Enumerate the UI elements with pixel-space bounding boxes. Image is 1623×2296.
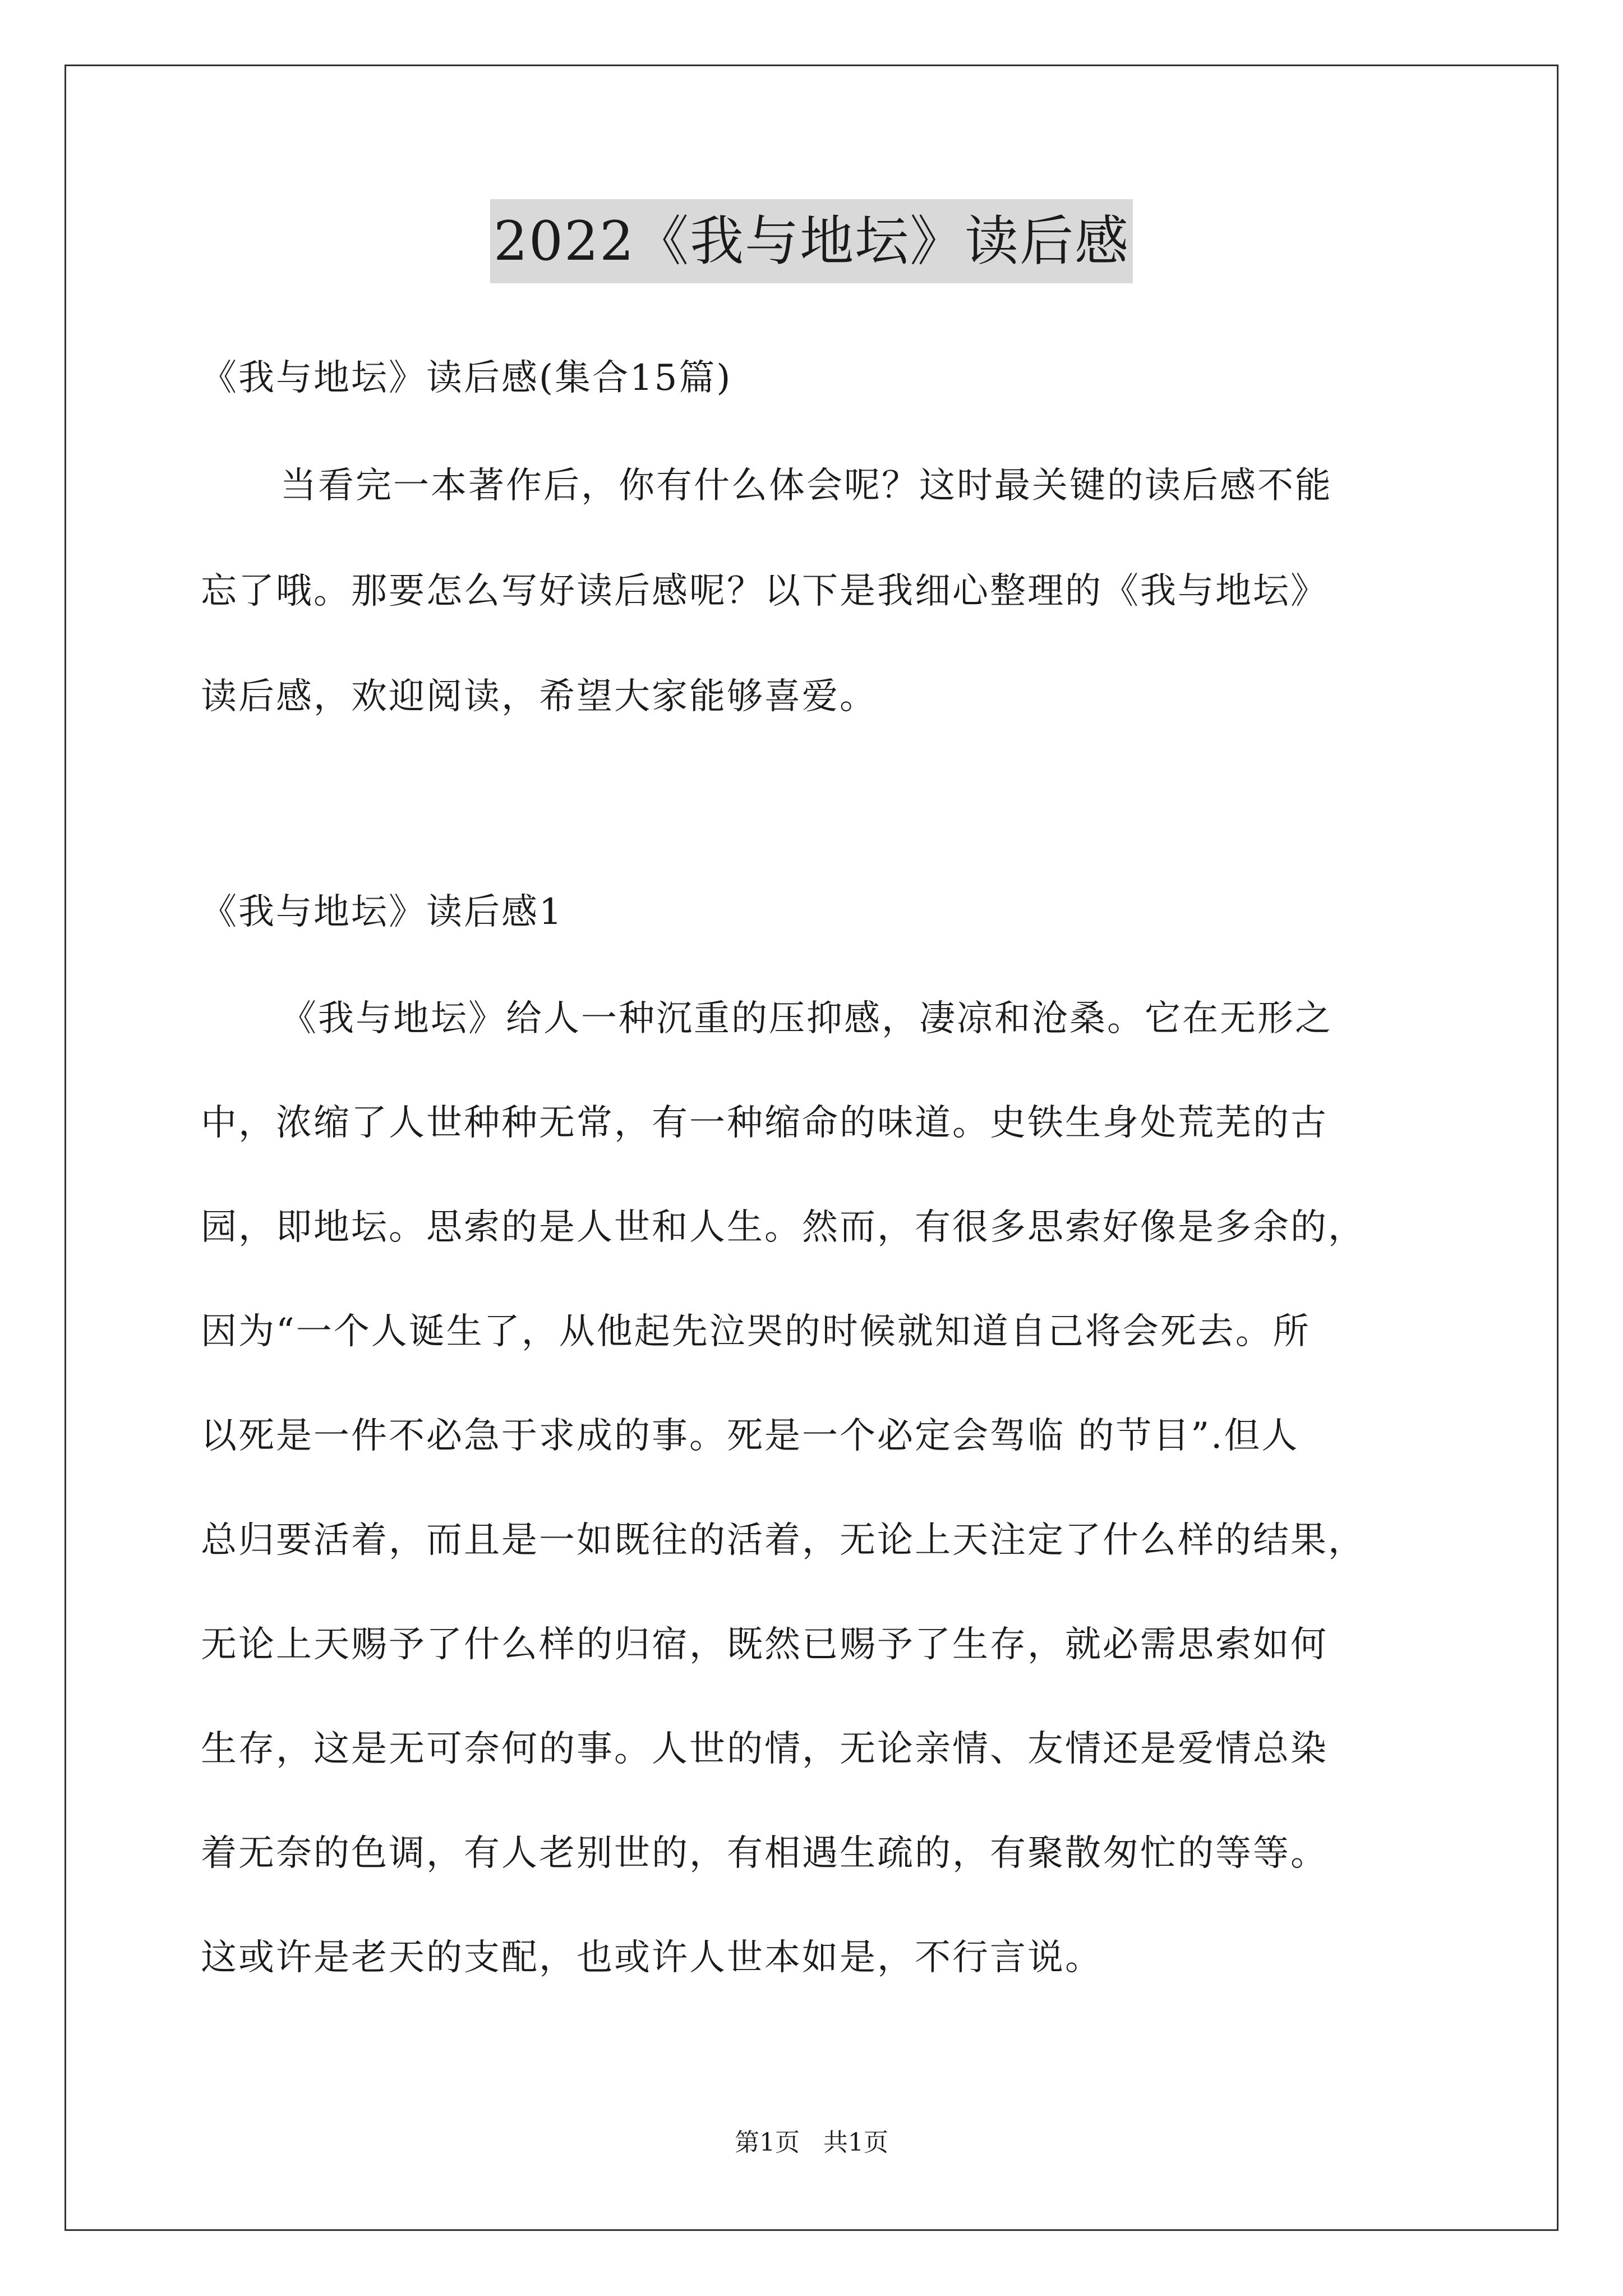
section-heading: 《我与地坛》读后感1: [201, 891, 564, 933]
body-line: 着无奈的色调，有人老别世的，有相遇生疏的，有聚散匆忙的等等。: [201, 1833, 1328, 1874]
intro-line: 忘了哦。那要怎么写好读后感呢？以下是我细心整理的《我与地坛》: [201, 570, 1328, 612]
body-line: 园，即地坛。思索的是人世和人生。然而，有很多思索好像是多余的，: [201, 1207, 1366, 1248]
intro-line: 当看完一本著作后，你有什么体会呢？这时最关键的读后感不能: [280, 465, 1332, 507]
document-subtitle: 《我与地坛》读后感(集合15篇): [201, 357, 732, 399]
body-line: 无论上天赐予了什么样的归宿，既然已赐予了生存，就必需思索如何: [201, 1624, 1328, 1665]
body-line: 《我与地坛》给人一种沉重的压抑感，凄凉和沧桑。它在无形之: [280, 998, 1332, 1039]
title-container: [0, 199, 1623, 283]
body-line: 生存，这是无可奈何的事。人世的情，无论亲情、友情还是爱情总染: [201, 1728, 1328, 1770]
page-footer: 第1页 共1页: [735, 2128, 888, 2157]
body-line: 因为“一个人诞生了，从他起先泣哭的时候就知道自己将会死去。所: [201, 1311, 1311, 1352]
body-line: 这或许是老天的支配，也或许人世本如是，不行言说。: [201, 1937, 1103, 1978]
document-title: 2022《我与地坛》读后感: [490, 199, 1133, 283]
body-line: 中，浓缩了人世种种无常，有一种缩命的味道。史铁生身处荒芜的古: [201, 1102, 1328, 1144]
body-line: 总归要活着，而且是一如既往的活着，无论上天注定了什么样的结果，: [201, 1520, 1366, 1561]
body-line: 以死是一件不必急于求成的事。死是一个必定会驾临 的节目”.但人: [201, 1415, 1299, 1457]
intro-line: 读后感，欢迎阅读，希望大家能够喜爱。: [201, 676, 877, 717]
